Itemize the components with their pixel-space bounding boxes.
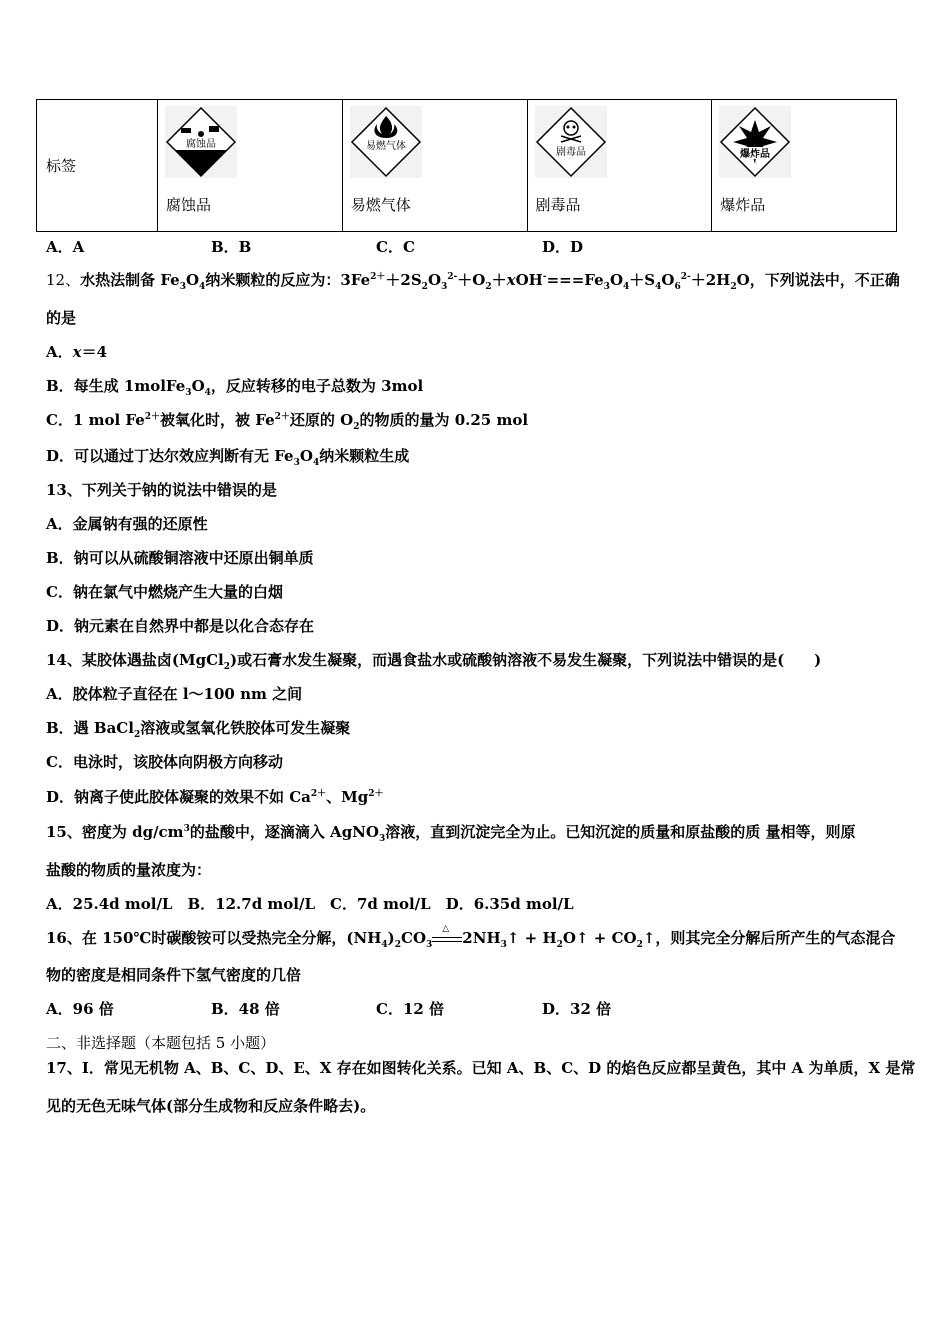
q17-stem: 17、I．常见无机物 A、B、C、D、E、X 存在如图转化关系。已知 A、B、C、D 的焰色反应都呈黄色，其中 A 为单质，X 是常 [46, 1059, 916, 1077]
q12-stem: 12、水热法制备 $Fe_3O_4$纳米颗粒的反应为：$3Fe^{2+}+2S_2O_3^{2-}+O_2+xOH^-===Fe_3O_4+S_4O_6^{2-}+2H_2O$，下列说法中，不正确 [46, 271, 900, 292]
q11-option-d[interactable]: D．D [542, 238, 584, 256]
section-heading: 二、非选择题（本题包括 5 小题） [46, 1034, 276, 1052]
q17-stem-line2: 见的无色无味气体(部分生成物和反应条件略去)。 [46, 1097, 376, 1115]
q16-option-b[interactable]: B．48 倍 [211, 1000, 280, 1018]
q11-option-a[interactable]: A．A [46, 238, 85, 256]
q15-stem-line2: 盐酸的物质的量浓度为： [46, 861, 212, 879]
q16-stem: 16、在 150℃时碳酸铵可以受热完全分解，$(NH_4)_2CO_3$ △ $2NH_3↑$ + $H_2O↑$ + $CO_2↑$，则其完全分解后所产生的气态混合 [46, 924, 896, 950]
q13-option-c[interactable]: C．钠在氯气中燃烧产生大量的白烟 [46, 583, 283, 601]
q16-option-c[interactable]: C．12 倍 [376, 1000, 445, 1018]
flammable-gas-icon [350, 106, 422, 178]
table-header-label: 标签 [46, 157, 77, 175]
toxic-icon [535, 106, 607, 178]
sign-caption-toxic: 剧毒品 [535, 196, 581, 214]
q16-stem-line2: 物的密度是相同条件下氢气密度的几倍 [46, 966, 302, 984]
hazard-label-table [36, 99, 897, 232]
toxic-icon-text: 剧毒品 [555, 147, 586, 158]
corrosive-icon [165, 106, 237, 178]
sign-cell-flammable [342, 100, 527, 232]
sign-caption-flammable: 易燃气体 [350, 196, 411, 214]
heat-equals-sign: △ [432, 933, 462, 945]
sign-cell-corrosive [158, 100, 343, 232]
q14-option-b[interactable]: B．遇 BaCl$_2$溶液或氢氧化铁胶体可发生凝聚 [46, 719, 351, 740]
q12-option-d[interactable]: D．可以通过丁达尔效应判断有无 $Fe_3O_4$纳米颗粒生成 [46, 447, 410, 468]
sign-cell-toxic [527, 100, 712, 232]
q14-option-d[interactable]: D．钠离子使此胶体凝聚的效果不如 $Ca^{2+}$、$Mg^{2+}$ [46, 788, 384, 806]
q13-option-b[interactable]: B．钠可以从硫酸铜溶液中还原出铜单质 [46, 549, 314, 567]
explosive-icon [719, 106, 791, 178]
q12-option-a[interactable]: A．x＝4 [46, 343, 108, 361]
q16-option-d[interactable]: D．32 倍 [542, 1000, 612, 1018]
q13-option-a[interactable]: A．金属钠有强的还原性 [46, 515, 208, 533]
q14-stem: 14、某胶体遇盐卤(MgCl$_2$)或石膏水发生凝聚，而遇食盐水或硫酸钠溶液不易发生凝聚，下列说法中错误的是( ) [46, 651, 822, 672]
table-header-cell [37, 100, 158, 232]
explosive-icon-text: 爆炸品 [740, 149, 771, 160]
q12-stem-line2: 的是 [46, 309, 77, 327]
q11-option-c[interactable]: C．C [376, 238, 415, 256]
sign-caption-corrosive: 腐蚀品 [166, 196, 212, 214]
q13-option-d[interactable]: D．钠元素在自然界中都是以化合态存在 [46, 617, 315, 635]
sign-cell-explosive [712, 100, 897, 232]
q12-option-b[interactable]: B．每生成 $1molFe_3O_4$，反应转移的电子总数为 3mol [46, 377, 424, 398]
flammable-icon-text: 易燃气体 [365, 141, 406, 152]
corrosive-icon-text: 腐蚀品 [186, 139, 216, 150]
q16-option-a[interactable]: A．96 倍 [46, 1000, 114, 1018]
q13-stem: 13、下列关于钠的说法中错误的是 [46, 481, 277, 499]
q14-option-a[interactable]: A．胶体粒子直径在 l～100 nm 之间 [46, 685, 303, 703]
sign-caption-explosive: 爆炸品 [720, 196, 766, 214]
q15-stem: 15、密度为 $dg/cm^3$的盐酸中，逐滴滴入 AgNO$_3$溶液，直到沉淀完全为止。已知沉淀的质量和原盐酸的质 量相等，则原 [46, 823, 856, 844]
q12-option-c[interactable]: C．1 mol $Fe^{2+}$被氧化时，被 $Fe^{2+}$还原的 $O_2$的物质的量为 0.25 mol [46, 411, 529, 432]
q11-option-b[interactable]: B．B [211, 238, 252, 256]
q14-option-c[interactable]: C．电泳时，该胶体向阴极方向移动 [46, 753, 283, 771]
q15-options[interactable]: A．25.4d mol/L B．12.7d mol/L C．7d mol/L D．6.35d mol/L [46, 895, 574, 913]
